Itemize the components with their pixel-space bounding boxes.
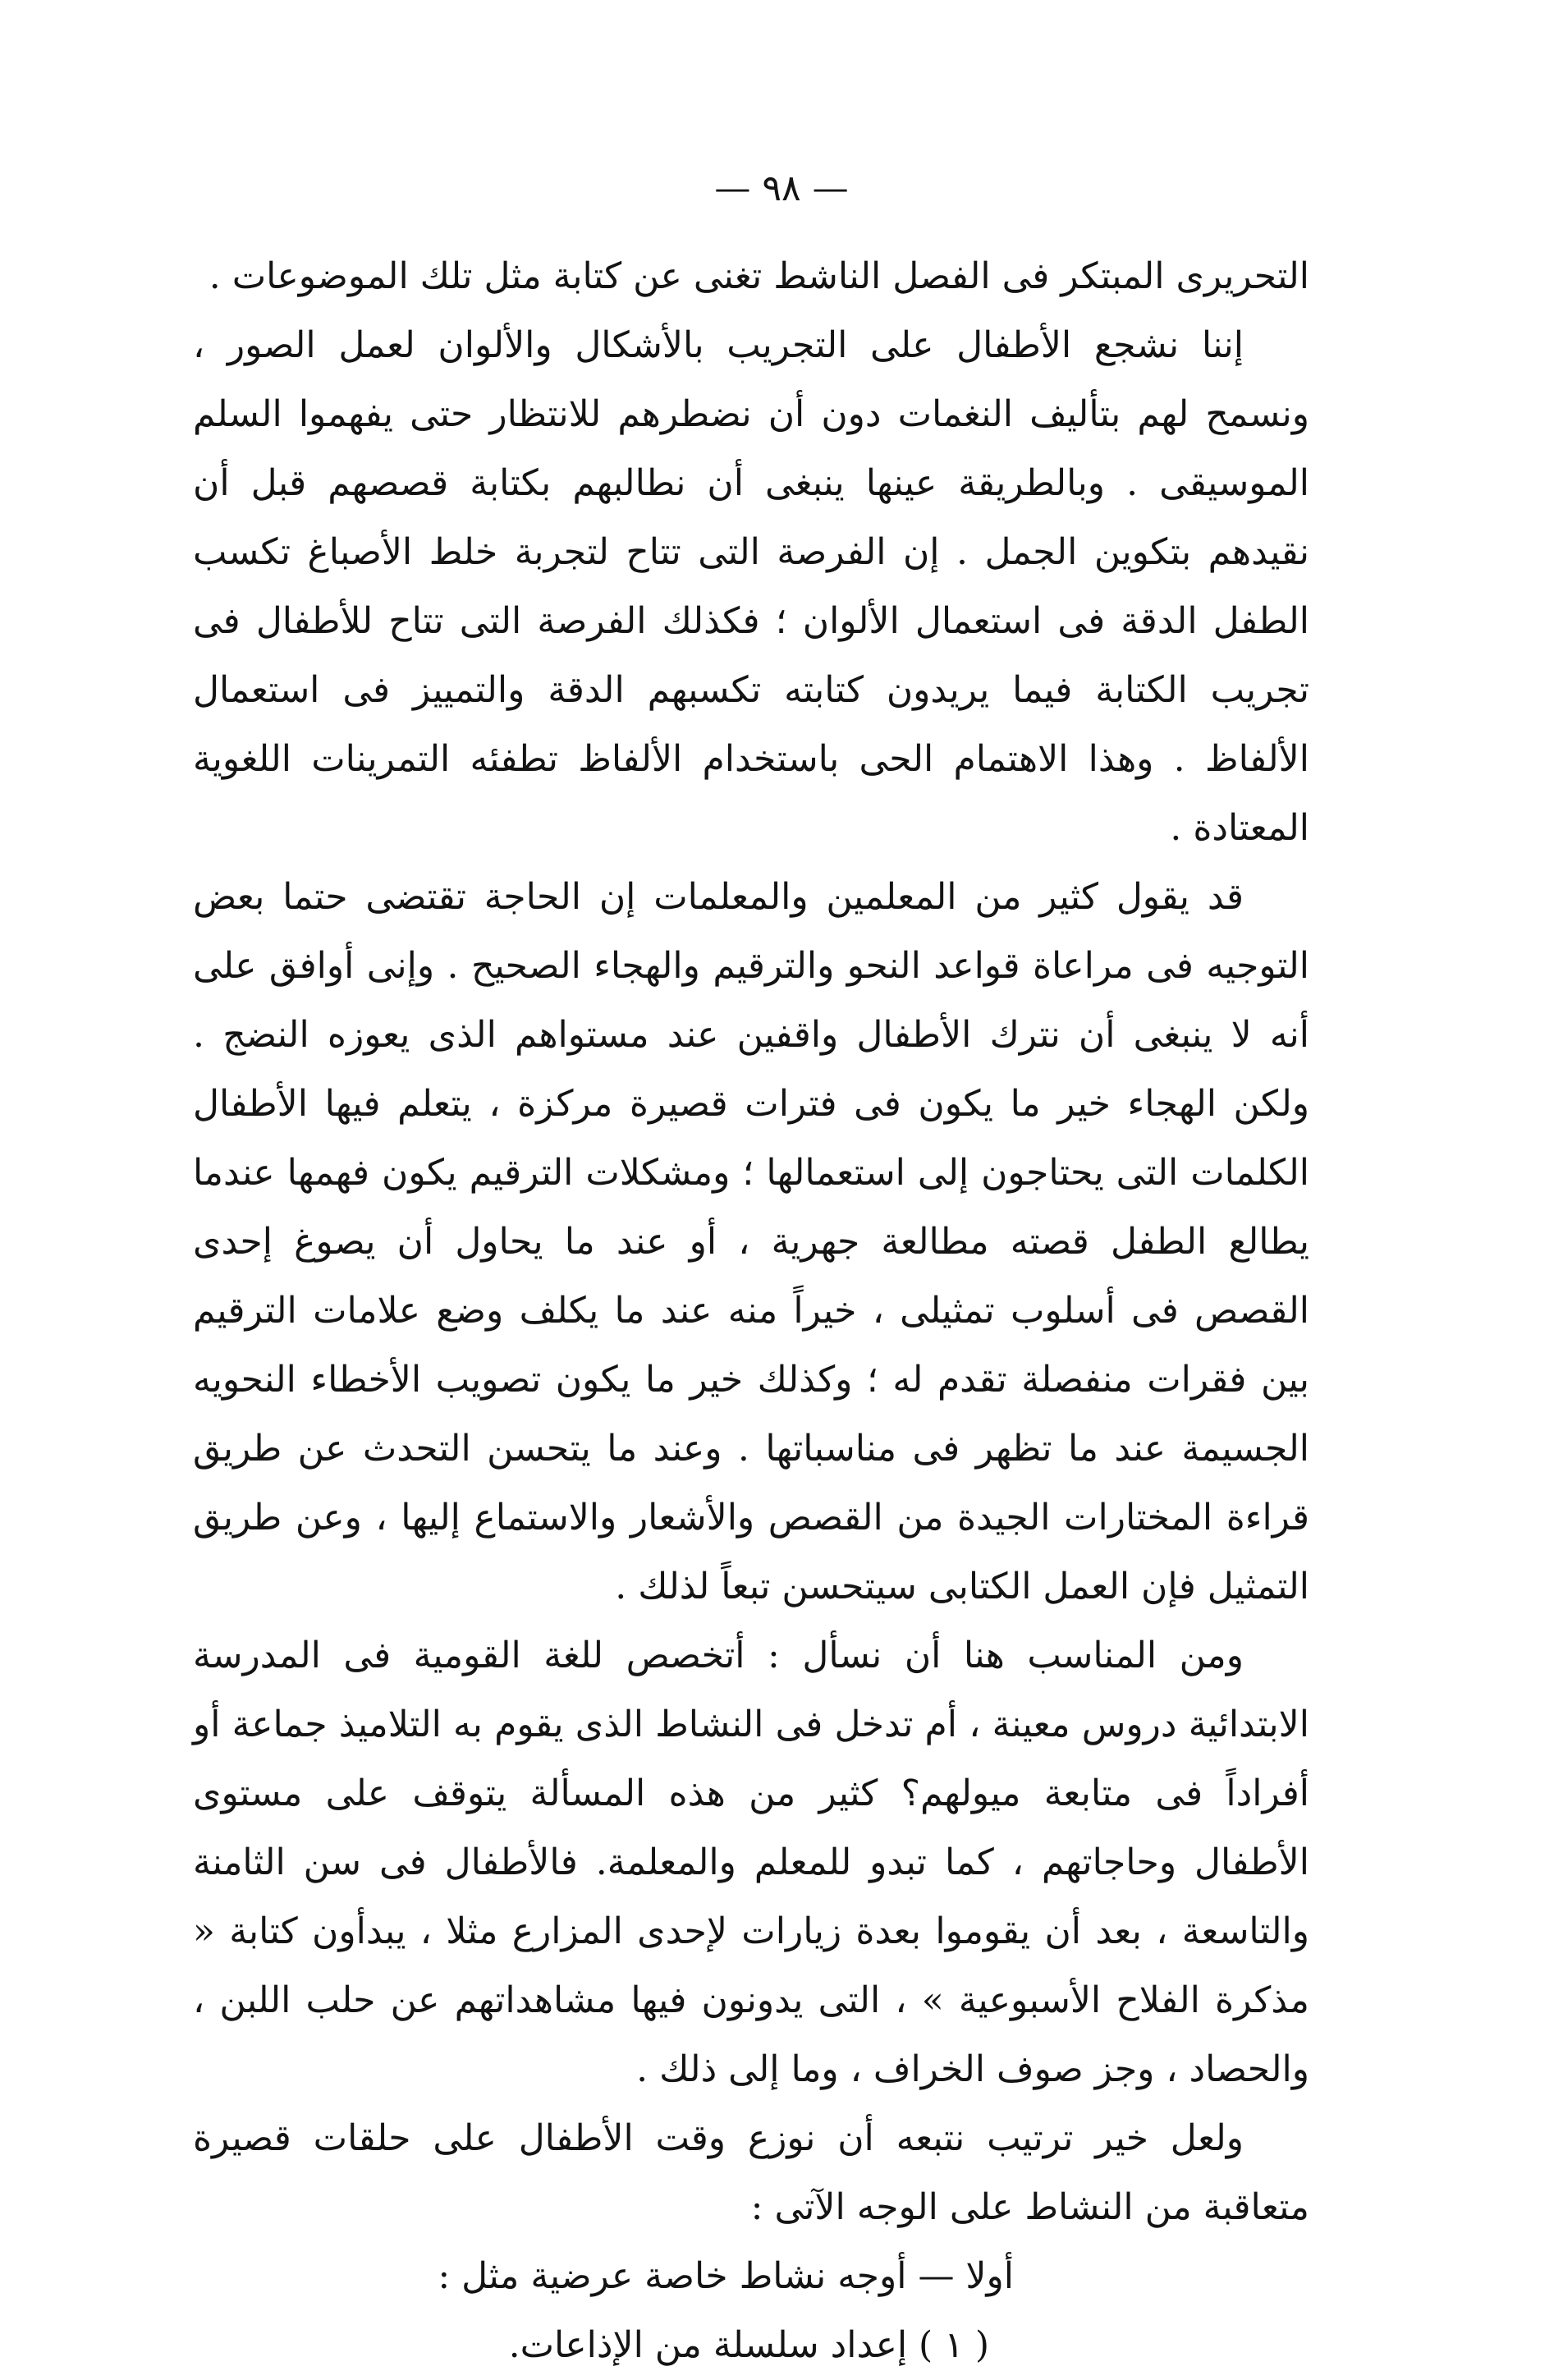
paragraph-continuation: التحريرى المبتكر فى الفصل الناشط تغنى عن كتابة مثل تلك الموضوعات . — [209, 255, 1309, 297]
page-number: — ٩٨ — — [714, 167, 849, 209]
paragraph-teachers-guidance: قد يقول كثير من المعلمين والمعلمات إن الحاجة تقتضى حتما بعض التوجيه فى مراعاة قواعد النحو والترقيم والهجاء الصحيح . وإنى أوافق على أنه لا ينبغى أن نترك الأطفال واقفين عند مستواهم الذى يعوزه النضج . ولكن الهجاء خير ما يكون فى فترات قصيرة مركزة ، يتعلم فيها الأطفال الكلمات التى يحتاجون إلى استعمالها ؛ ومشكلات الترقيم يكون فهمها عندما يطالع الطفل قصته مطالعة جهرية ، أو عند ما يحاول أن يصوغ إحدى القصص فى أسلوب تمثيلى ، خيراً منه عند ما يكلف وضع علامات الترقيم بين فقرات منفصلة تقدم له ؛ وكذلك خير ما يكون تصويب الأخطاء النحويه الجسيمة عند ما تظهر فى مناسباتها . وعند ما يتحسن التحدث عن طريق قراءة المختارات الجيدة من القصص والأشعار والاستماع إليها ، وعن طريق التمثيل فإن العمل الكتابى سيتحسن تبعاً لذلك . — [193, 876, 1309, 1607]
paragraph-schedule: ولعل خير ترتيب نتبعه أن نوزع وقت الأطفال على حلقات قصيرة متعاقبة من النشاط على الوجه الآتى : — [193, 2117, 1309, 2228]
paragraph-national-language: ومن المناسب هنا أن نسأل : أتخصص للغة القومية فى المدرسة الابتدائية دروس معينة ، أم تدخل فى النشاط الذى يقوم به التلاميذ جماعة أو أفراداً فى متابعة ميولهم؟ كثير من هذه المسألة يتوقف على مستوى الأطفال وحاجاتهم ، كما تبدو للمعلم والمعلمة. فالأطفال فى سن الثامنة والتاسعة ، بعد أن يقوموا بعدة زيارات لإحدى المزارع مثلا ، يبدأون كتابة « مذكرة الفلاح الأسبوعية » ، التى يدونون فيها مشاهداتهم عن حلب اللبن ، والحصاد ، وجز صوف الخراف ، وما إلى ذلك . — [193, 1635, 1309, 2090]
list-heading: أولا — أوجه نشاط خاصة عرضية مثل : — [438, 2255, 1014, 2297]
body-text — [193, 242, 1309, 2380]
list-item: ( ١ ) إعداد سلسلة من الإذاعات. — [508, 2324, 989, 2366]
paragraph-experimentation: إننا نشجع الأطفال على التجريب بالأشكال والألوان لعمل الصور ، ونسمح لهم بتأليف النغمات دون أن نضطرهم للانتظار حتى يفهموا السلم الموسيقى . وبالطريقة عينها ينبغى أن نطالبهم بكتابة قصصهم قبل أن نقيدهم بتكوين الجمل . إن الفرصة التى تتاح لتجربة خلط الأصباغ تكسب الطفل الدقة فى استعمال الألوان ؛ فكذلك الفرصة التى تتاح للأطفال فى تجريب الكتابة فيما يريدون كتابته تكسبهم الدقة والتمييز فى استعمال الألفاظ . وهذا الاهتمام الحى باستخدام الألفاظ تطفئه التمرينات اللغوية المعتادة . — [193, 324, 1309, 849]
